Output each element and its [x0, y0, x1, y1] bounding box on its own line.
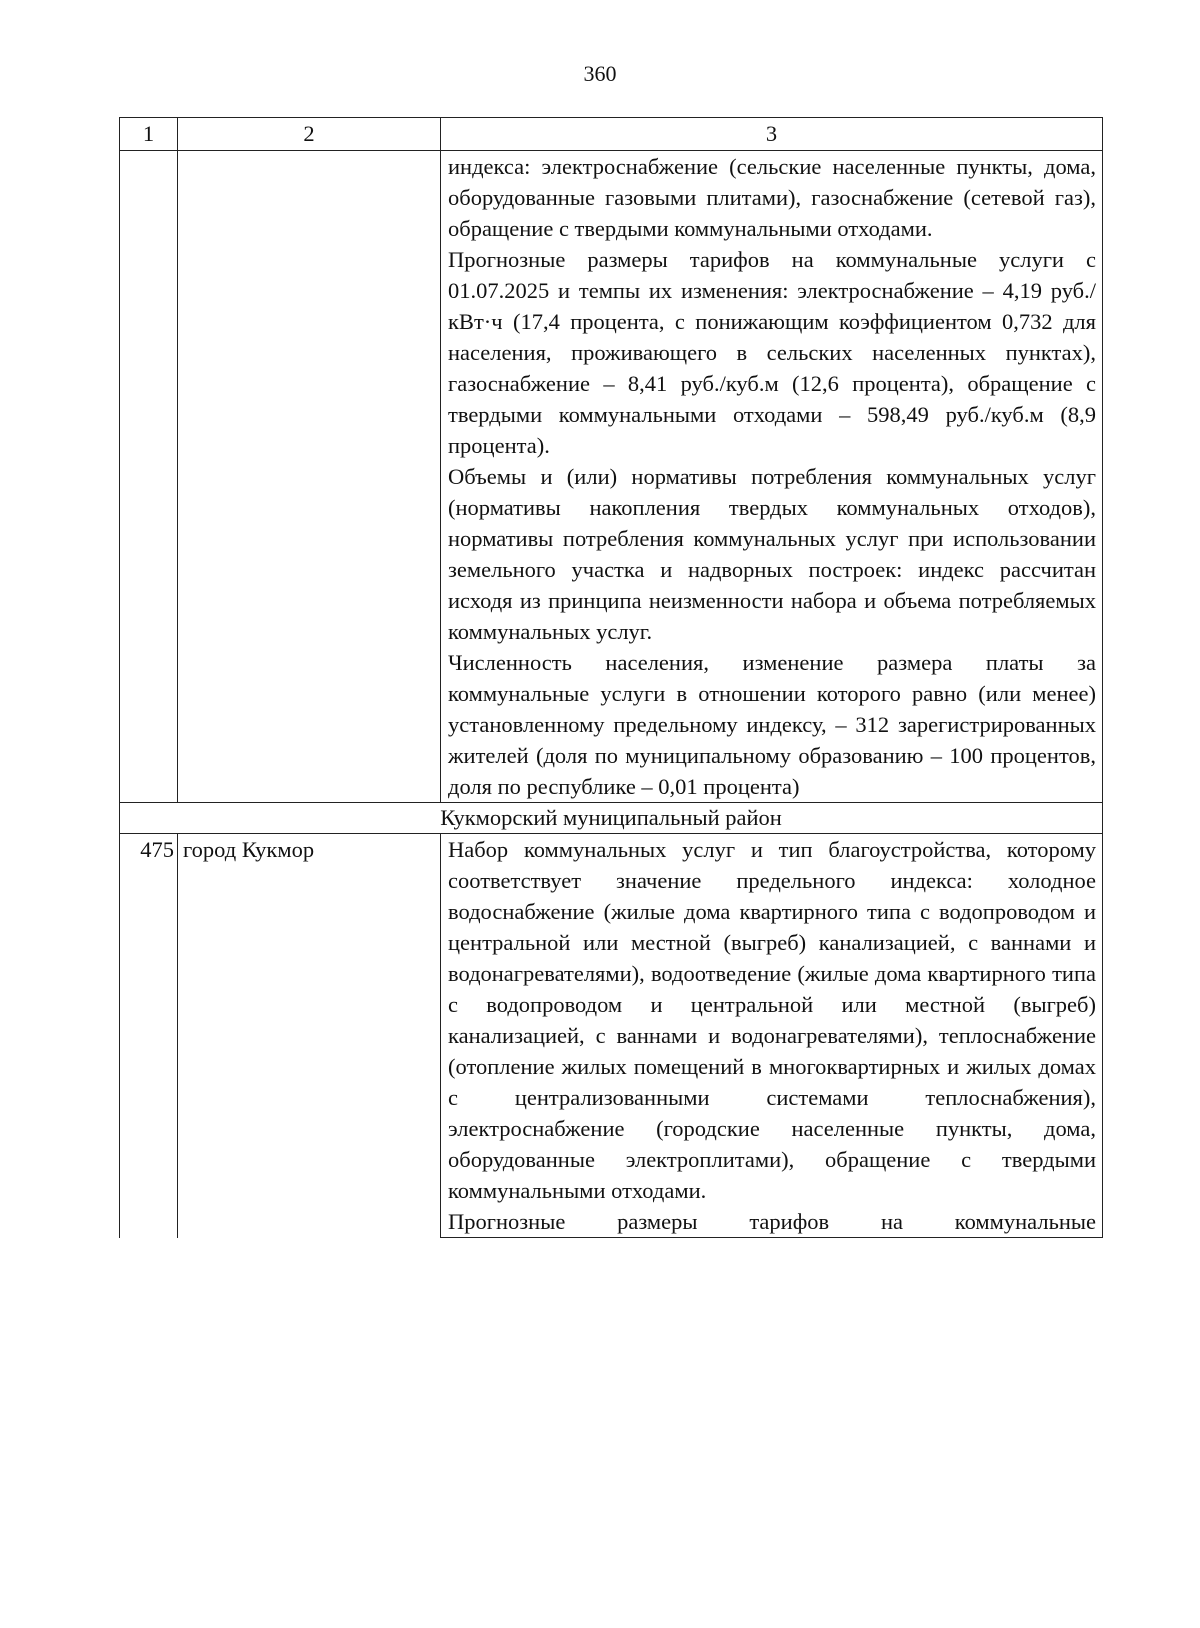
paragraph: индекса: электроснабжение (сельские населенные пункты, дома, оборудованные газовыми плитами), газоснабжение (сетевой газ), обращение с твердыми коммунальными отходами. — [448, 154, 1096, 241]
row-number-cell: 475 — [120, 834, 178, 1238]
paragraph: Численность населения, изменение размера платы за коммунальные услуги в отношении которого равно (или менее) установленному предельному индексу, – 312 зарегистрированных жителей (доля по муниципальному образованию – 100 процентов, доля по республике – 0,01 процента) — [448, 650, 1096, 799]
description-cell — [441, 834, 1103, 1238]
page-number: 360 — [583, 61, 617, 86]
header-col-1: 1 — [120, 118, 178, 151]
paragraph: Прогнозные размеры тарифов на коммунальные — [448, 1209, 1096, 1234]
settlement-name-cell — [178, 151, 441, 803]
description-cell — [441, 151, 1103, 803]
paragraph: Набор коммунальных услуг и тип благоустройства, которому соответствует значение предельного индекса: холодное водоснабжение (жилые дома квартирного типа с водопроводом и центральной или местной (выгреб) канализацией, с ваннами и водонагревателями), водоотведение (жилые дома квартирного типа с водопроводом и центральной или местной (выгреб) канализацией, с ваннами и водонагревателями), теплоснабжение (отопление жилых помещений в многоквартирных и жилых домах с централизованными системами теплоснабжения), электроснабжение (городские населенные пункты, дома, оборудованные электроплитами), обращение с твердыми коммунальными отходами. — [448, 837, 1096, 1203]
paragraph: Прогнозные размеры тарифов на коммунальные услуги с 01.07.2025 и темпы их изменения: электроснабжение – 4,19 руб./кВт·ч (17,4 процента, с понижающим коэффициентом 0,732 для населения, проживающего в сельских населенных пунктах), газоснабжение – 8,41 руб./куб.м (12,6 процента), обращение с твердыми коммунальными отходами – 598,49 руб./куб.м (8,9 процента). — [448, 247, 1096, 458]
paragraph: Объемы и (или) нормативы потребления коммунальных услуг (нормативы накопления твердых коммунальных отходов), нормативы потребления коммунальных услуг при использовании земельного участка и надворных построек: индекс рассчитан исходя из принципа неизменности набора и объема потребляемых коммунальных услуг. — [448, 464, 1096, 644]
table-row-continued — [120, 151, 1103, 803]
settlement-name-cell: город Кукмор — [178, 834, 441, 1238]
section-row — [120, 803, 1103, 834]
tariff-table — [119, 117, 1103, 1238]
header-col-2: 2 — [178, 118, 441, 151]
header-col-3: 3 — [441, 118, 1103, 151]
table-row-475 — [120, 834, 1103, 1238]
table-header-row — [120, 118, 1103, 151]
section-title: Кукморский муниципальный район — [120, 803, 1103, 834]
row-number-cell — [120, 151, 178, 803]
